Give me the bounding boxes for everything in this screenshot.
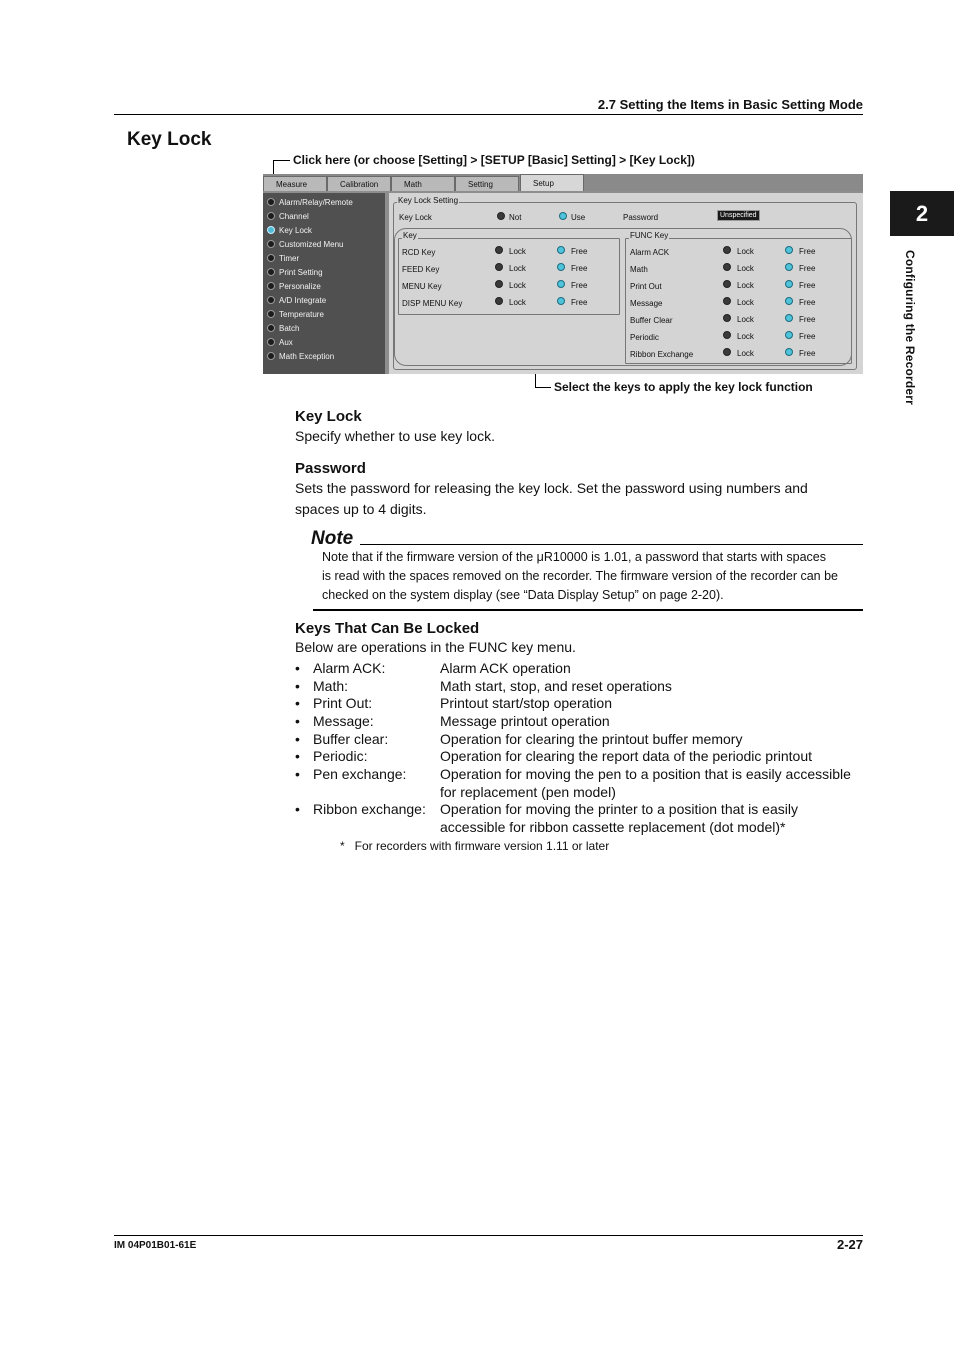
menu-radio-icon	[267, 352, 275, 360]
buffer-clear-free-radio[interactable]	[785, 314, 793, 322]
keylock-not-radio[interactable]	[497, 212, 505, 220]
tab-measure[interactable]: Measure	[263, 176, 327, 191]
message-lock-radio[interactable]	[723, 297, 731, 305]
buffer-clear-lock-radio[interactable]	[723, 314, 731, 322]
message-label: Message	[630, 299, 663, 308]
password-heading: Password	[295, 460, 366, 477]
menu-item-ad-integrate[interactable]: A/D Integrate	[267, 294, 326, 306]
tab-bar	[263, 174, 863, 191]
note-line-1: Note that if the firmware version of the μR10000 is 1.01, a password that starts with spaces	[322, 550, 826, 564]
keylock-text: Specify whether to use key lock.	[295, 428, 495, 444]
math-lock-label: Lock	[737, 264, 754, 273]
message-lock-label: Lock	[737, 298, 754, 307]
disp-menu-key-lock-radio[interactable]	[495, 297, 503, 305]
bullet-mark: •	[295, 766, 300, 782]
callout-top: Click here (or choose [Setting] > [SETUP [Basic] Setting] > [Key Lock])	[293, 153, 695, 167]
ribbon-exchange-label: Ribbon Exchange	[630, 350, 694, 359]
keys-intro: Below are operations in the FUNC key menu.	[295, 639, 576, 655]
menu-radio-icon	[267, 296, 275, 304]
bullet-desc: Operation for clearing the printout buffer memory	[440, 731, 743, 747]
buffer-clear-label: Buffer Clear	[630, 316, 673, 325]
periodic-free-label: Free	[799, 332, 816, 341]
bullet-desc: Operation for moving the printer to a position that is easily	[440, 801, 798, 817]
note-line-3: checked on the system display (see “Data Display Setup” on page 2-20).	[322, 588, 724, 602]
setup-menu	[263, 193, 385, 374]
feed-key-lock-radio[interactable]	[495, 263, 503, 271]
menu-item-customized-menu[interactable]: Customized Menu	[267, 238, 343, 250]
footnote: * For recorders with firmware version 1.11 or later	[340, 839, 610, 853]
rcd-key-lock-radio[interactable]	[495, 246, 503, 254]
ribbon-exchange-lock-radio[interactable]	[723, 348, 731, 356]
key-group-title: Key	[403, 231, 417, 240]
key-lock-screen	[263, 174, 863, 374]
rcd-key-free-label: Free	[571, 247, 588, 256]
feed-key-label: FEED Key	[402, 265, 440, 274]
math-lock-radio[interactable]	[723, 263, 731, 271]
math-label: Math	[630, 265, 648, 274]
rcd-key-label: RCD Key	[402, 248, 436, 257]
menu-item-temperature[interactable]: Temperature	[267, 308, 324, 320]
periodic-free-radio[interactable]	[785, 331, 793, 339]
keylock-label: Key Lock	[399, 213, 432, 222]
menu-radio-icon	[267, 338, 275, 346]
tab-math[interactable]: Math	[391, 176, 455, 191]
menu-item-math-exception[interactable]: Math Exception	[267, 350, 334, 362]
menu-radio-icon	[267, 254, 275, 262]
feed-key-free-radio[interactable]	[557, 263, 565, 271]
keylock-heading: Key Lock	[295, 408, 362, 425]
bullet-term: Math:	[313, 678, 349, 694]
bullet-term: Ribbon exchange:	[313, 801, 426, 817]
menu-radio-icon	[267, 268, 275, 276]
password-label: Password	[623, 213, 659, 222]
menu-item-aux[interactable]: Aux	[267, 336, 293, 348]
note-bottom-rule	[313, 609, 863, 611]
keylock-not-label: Not	[509, 213, 522, 222]
menu-key-label: MENU Key	[402, 282, 442, 291]
menu-key-lock-radio[interactable]	[495, 280, 503, 288]
keylock-use-radio[interactable]	[559, 212, 567, 220]
footer-rule	[114, 1235, 863, 1236]
bullet-term: Alarm ACK:	[313, 660, 386, 676]
disp-menu-key-free-radio[interactable]	[557, 297, 565, 305]
tab-setup[interactable]: Setup	[520, 174, 584, 191]
menu-radio-icon	[267, 212, 275, 220]
alarm-ack-label: Alarm ACK	[630, 248, 670, 257]
print-out-lock-radio[interactable]	[723, 280, 731, 288]
tab-calibration[interactable]: Calibration	[327, 176, 391, 191]
disp-menu-key-free-label: Free	[571, 298, 588, 307]
math-free-label: Free	[799, 264, 816, 273]
bullet-mark: •	[295, 695, 300, 711]
menu-radio-icon	[267, 324, 275, 332]
bullet-desc: Math start, stop, and reset operations	[440, 678, 672, 694]
func-group-title: FUNC Key	[630, 231, 669, 240]
chapter-number-tab: 2	[890, 191, 954, 236]
bullet-term: Message:	[313, 713, 374, 729]
doc-id: IM 04P01B01-61E	[114, 1240, 197, 1251]
menu-item-alarm-relay-remote[interactable]: Alarm/Relay/Remote	[267, 196, 353, 208]
key-lock-setting-panel	[389, 193, 863, 374]
password-text-line1: Sets the password for releasing the key lock. Set the password using numbers and	[295, 480, 808, 496]
note-title: Note	[311, 528, 354, 549]
page-number: 2-27	[836, 1237, 863, 1252]
keys-heading: Keys That Can Be Locked	[295, 620, 480, 637]
alarm-ack-lock-radio[interactable]	[723, 246, 731, 254]
menu-item-key-lock[interactable]: Key Lock	[267, 224, 312, 236]
disp-menu-key-label: DISP MENU Key	[402, 299, 463, 308]
buffer-clear-free-label: Free	[799, 315, 816, 324]
menu-radio-selected-icon	[267, 226, 275, 234]
rcd-key-free-radio[interactable]	[557, 246, 565, 254]
keylock-use-label: Use	[571, 213, 586, 222]
bullet-mark: •	[295, 801, 300, 817]
tab-setting[interactable]: Setting	[455, 176, 519, 191]
periodic-label: Periodic	[630, 333, 659, 342]
page-title: Key Lock	[127, 129, 212, 150]
chapter-side-label: Configuring the Recorderr	[903, 250, 917, 406]
rcd-key-lock-label: Lock	[509, 247, 526, 256]
menu-item-timer[interactable]: Timer	[267, 252, 299, 264]
print-out-free-label: Free	[799, 281, 816, 290]
periodic-lock-radio[interactable]	[723, 331, 731, 339]
note-text	[322, 548, 858, 605]
bullet-desc: Operation for clearing the report data of the periodic printout	[440, 748, 812, 764]
menu-item-channel[interactable]: Channel	[267, 210, 309, 222]
bullet-mark: •	[295, 660, 300, 676]
bullet-term: Print Out:	[313, 695, 373, 711]
print-out-lock-label: Lock	[737, 281, 754, 290]
menu-radio-icon	[267, 310, 275, 318]
bullet-desc: Operation for moving the pen to a position that is easily accessible	[440, 766, 851, 782]
group-title: Key Lock Setting	[398, 196, 459, 205]
password-field[interactable]: Unspecified	[717, 210, 760, 221]
password-text-line2: spaces up to 4 digits.	[295, 501, 427, 517]
menu-radio-icon	[267, 282, 275, 290]
menu-key-lock-label: Lock	[509, 281, 526, 290]
message-free-label: Free	[799, 298, 816, 307]
header-rule	[114, 114, 863, 115]
buffer-clear-lock-label: Lock	[737, 315, 754, 324]
bullet-mark: •	[295, 678, 300, 694]
disp-menu-key-lock-label: Lock	[509, 298, 526, 307]
bullet-mark: •	[295, 731, 300, 747]
bullet-term: Buffer clear:	[313, 731, 389, 747]
note-line-2: is read with the spaces removed on the recorder. The firmware version of the recorder can be	[322, 569, 838, 583]
alarm-ack-free-radio[interactable]	[785, 246, 793, 254]
menu-radio-icon	[267, 198, 275, 206]
bullet-mark: •	[295, 713, 300, 729]
menu-item-personalize[interactable]: Personalize	[267, 280, 321, 292]
menu-item-print-setting[interactable]: Print Setting	[267, 266, 323, 278]
callout-top-leader-h	[273, 160, 290, 161]
feed-key-free-label: Free	[571, 264, 588, 273]
running-header: 2.7 Setting the Items in Basic Setting Mode	[597, 97, 863, 112]
callout-bottom: Select the keys to apply the key lock function	[554, 380, 813, 394]
bullet-desc: Alarm ACK operation	[440, 660, 571, 676]
periodic-lock-label: Lock	[737, 332, 754, 341]
bullet-desc: Message printout operation	[440, 713, 610, 729]
menu-key-free-label: Free	[571, 281, 588, 290]
math-free-radio[interactable]	[785, 263, 793, 271]
bullet-desc-cont: accessible for ribbon cassette replacement (dot model)*	[440, 819, 786, 835]
menu-radio-icon	[267, 240, 275, 248]
bullet-desc-cont: for replacement (pen model)	[440, 784, 616, 800]
bullet-desc: Printout start/stop operation	[440, 695, 612, 711]
alarm-ack-free-label: Free	[799, 247, 816, 256]
bullet-term: Pen exchange:	[313, 766, 407, 782]
bullet-mark: •	[295, 748, 300, 764]
note-top-rule	[360, 544, 863, 545]
callout-bottom-leader-h	[535, 387, 551, 388]
print-out-label: Print Out	[630, 282, 662, 291]
message-free-radio[interactable]	[785, 297, 793, 305]
menu-key-free-radio[interactable]	[557, 280, 565, 288]
print-out-free-radio[interactable]	[785, 280, 793, 288]
menu-item-batch[interactable]: Batch	[267, 322, 299, 334]
bullet-term: Periodic:	[313, 748, 368, 764]
ribbon-exchange-free-radio[interactable]	[785, 348, 793, 356]
feed-key-lock-label: Lock	[509, 264, 526, 273]
ribbon-exchange-lock-label: Lock	[737, 349, 754, 358]
alarm-ack-lock-label: Lock	[737, 247, 754, 256]
ribbon-exchange-free-label: Free	[799, 349, 816, 358]
